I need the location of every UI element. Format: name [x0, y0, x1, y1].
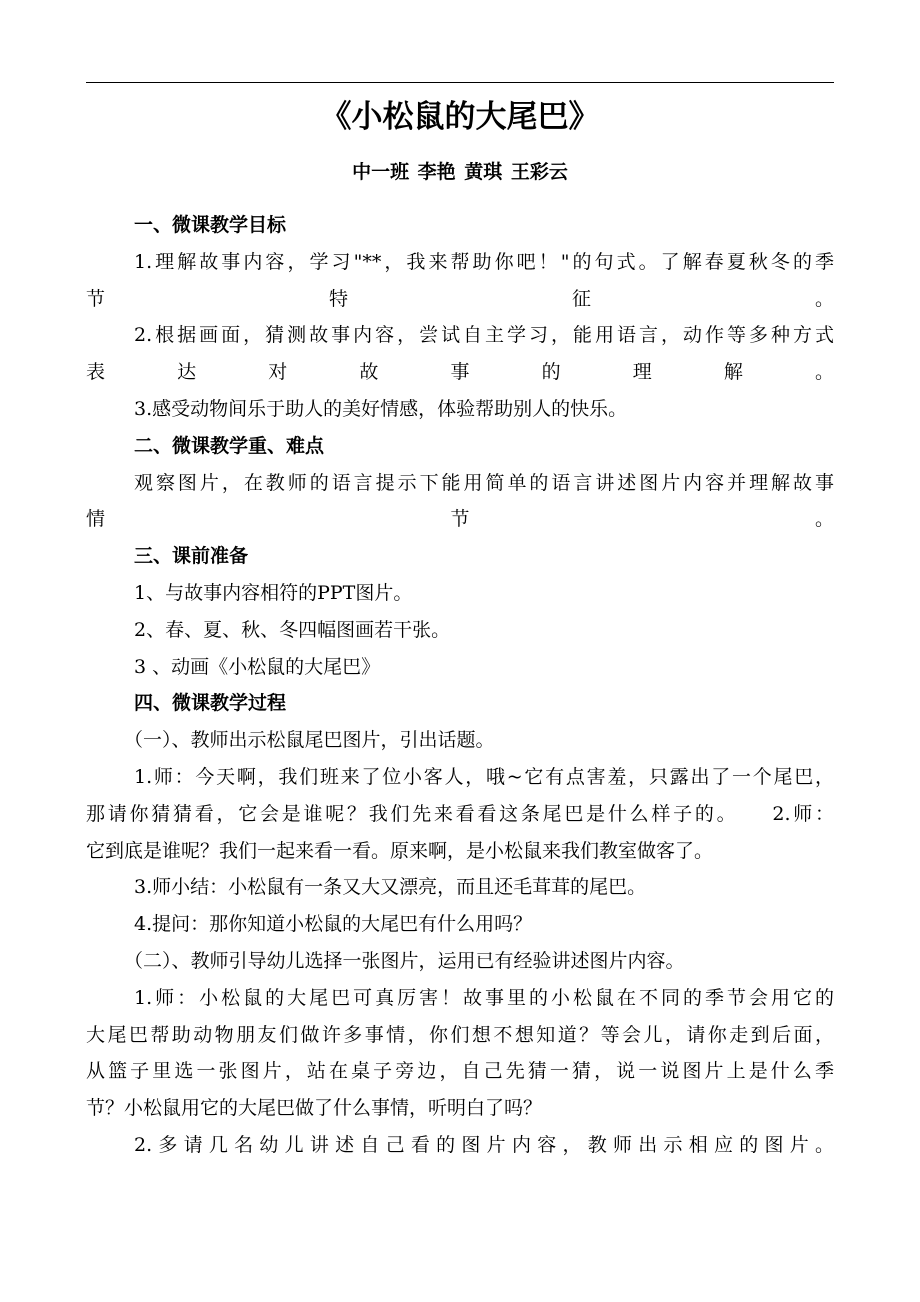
- paragraph-line: 1.师：小松鼠的大尾巴可真厉害！故事里的小松鼠在不同的季节会用它的: [134, 986, 834, 1009]
- paragraph-line: 2.根据画面，猜测故事内容，尝试自主学习，能用语言，动作等多种方式: [134, 324, 834, 347]
- paragraph-line: 那请你猜猜看，它会是谁呢？我们先来看看这条尾巴是什么样子的。 2.师：: [86, 802, 834, 825]
- paragraph-line: 大尾巴帮助动物朋友们做许多事情，你们想不想知道？等会儿，请你走到后面，: [86, 1023, 834, 1046]
- paragraph-line: 1、与故事内容相符的PPT图片。: [134, 581, 413, 604]
- section-heading: 二、微课教学重、难点: [134, 434, 325, 457]
- section-heading: 一、微课教学目标: [134, 214, 287, 236]
- paragraph-line: 情节。: [86, 508, 834, 531]
- paragraph-line: 3 、动画《小松鼠的大尾巴》: [134, 655, 381, 678]
- paragraph-line: 2、春、夏、秋、冬四幅图画若干张。: [134, 618, 451, 641]
- subsection-heading: （一）、教师出示松鼠尾巴图片，引出话题。: [124, 729, 495, 752]
- paragraph-line: 4.提问：那你知道小松鼠的大尾巴有什么用吗？: [134, 913, 533, 936]
- document-title: 《小松鼠的大尾巴》: [320, 99, 600, 135]
- document-authors: 中一班 李艳 黄琪 王彩云: [352, 161, 568, 183]
- subsection-heading: （二）、教师引导幼儿选择一张图片，运用已有经验讲述图片内容。: [124, 949, 685, 972]
- paragraph-line: 节？小松鼠用它的大尾巴做了什么事情，听明白了吗？: [86, 1097, 543, 1120]
- paragraph-line: 从篮子里选一张图片，站在桌子旁边，自己先猜一猜，说一说图片上是什么季: [86, 1060, 834, 1083]
- section-heading: 三、课前准备: [134, 545, 249, 568]
- paragraph-line: 3.师小结：小松鼠有一条又大又漂亮，而且还毛茸茸的尾巴。: [134, 876, 647, 899]
- paragraph-line: 它到底是谁呢？我们一起来看一看。原来啊，是小松鼠来我们教室做客了。: [86, 839, 714, 862]
- document-body: [86, 207, 834, 1164]
- paragraph-line: 1.理解故事内容，学习"**，我来帮助你吧！"的句式。了解春夏秋冬的季: [134, 250, 834, 273]
- paragraph-line: 3.感受动物间乐于助人的美好情感，体验帮助别人的快乐。: [134, 397, 628, 420]
- paragraph-line: 2.多请几名幼儿讲述自己看的图片内容，教师出示相应的图片。: [134, 1133, 834, 1156]
- paragraph-line: 表达对故事的理解。: [86, 361, 834, 384]
- section-heading: 四、微课教学过程: [134, 692, 287, 715]
- paragraph-line: 1.师：今天啊，我们班来了位小客人，哦~它有点害羞，只露出了一个尾巴，: [134, 765, 834, 788]
- header-rule: [86, 82, 834, 83]
- paragraph-line: 节特征。: [86, 287, 834, 310]
- paragraph-line: 观察图片，在教师的语言提示下能用简单的语言讲述图片内容并理解故事: [134, 471, 834, 494]
